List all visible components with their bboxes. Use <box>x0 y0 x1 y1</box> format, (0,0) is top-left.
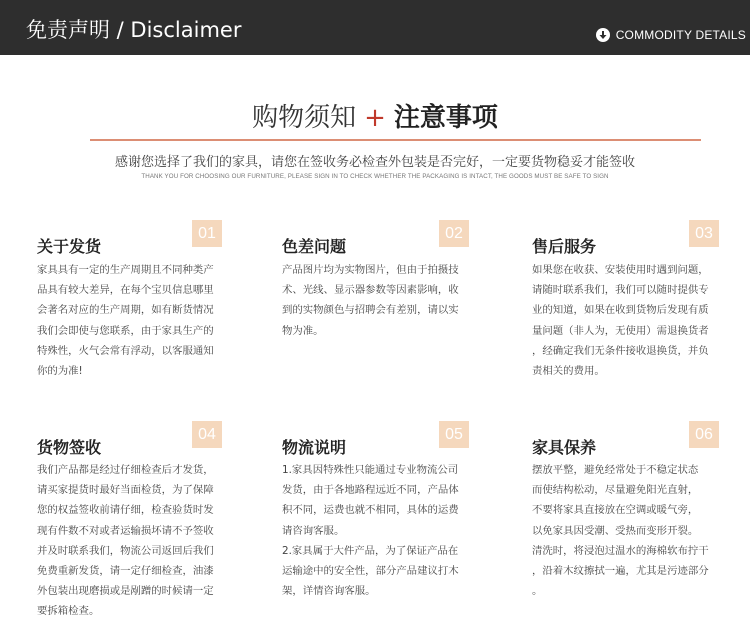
card-line: 请买家提货时最好当面检货，为了保障 <box>37 484 214 497</box>
card-body <box>282 460 459 601</box>
intro-text: 感谢您选择了我们的家具，请您在签收务必检查外包装是否完好，一定要货物稳妥才能签收 <box>114 155 635 170</box>
intro-text-english: THANK YOU FOR CHOOSING OUR FURNITURE, PLEASE SIGN IN TO CHECK WHETHER THE PACKAGING IS INTACT, THE GOODS MUST BE SAFE TO SIGN <box>141 173 609 180</box>
card-line: 运输途中的安全性，部分产品建议打木 <box>282 565 459 578</box>
commodity-details-label: COMMODITY DETAILS <box>615 28 746 42</box>
card-line: 架，详情咨询客服。 <box>282 585 376 598</box>
card-title: 货物签收 <box>37 438 102 457</box>
card-line: 我们产品都是经过仔细检查后才发货， <box>37 464 214 476</box>
card-line: 而使结构松动，尽量避免阳光直射， <box>532 484 699 497</box>
card-line: 品具有较大差异，在每个宝贝信息哪里 <box>37 284 214 297</box>
card-line: 外包装出现磨损或是剐蹭的时候请一定 <box>37 585 214 598</box>
page-title-part2: 注意事项 <box>393 103 498 133</box>
card-line: 请随时联系我们，我们可以随时提供专 <box>532 284 709 297</box>
card-title: 售后服务 <box>532 237 597 256</box>
card-line: 积不同，运费也就不相同，具体的运费 <box>282 504 459 517</box>
card-line: 摆放平整，避免经常处于不稳定状态 <box>532 464 699 476</box>
card-number-badge: 03 <box>689 220 719 247</box>
card-line: 特殊性，火气会常有浮动，以客服通知 <box>37 344 214 357</box>
page-title-part1: 购物须知 <box>252 103 357 133</box>
card-line: 家具具有一定的生产周期且不同种类产 <box>37 264 214 276</box>
card-line: 我们会即使与您联系，由于家具生产的 <box>37 324 214 337</box>
card-line: ，经确定我们无条件接收退换货，并负 <box>532 344 709 357</box>
card-number-badge: 04 <box>192 421 222 448</box>
arrow-down-circle-icon <box>596 28 610 42</box>
header-title: 免责声明 / Disclaimer <box>26 18 242 42</box>
card-line: 量问题（非人为，无使用）需退换货者 <box>532 324 709 337</box>
card-line: 不要将家具直接放在空调或暖气旁， <box>532 504 699 517</box>
card-body <box>532 460 709 601</box>
card-title: 家具保养 <box>532 438 597 457</box>
card-line: 如果您在收获、安装使用时遇到问题， <box>532 264 709 276</box>
card-line: ，沿着木纹擦拭一遍，尤其是污迹部分 <box>532 565 709 578</box>
card-line: 要拆箱检查。 <box>37 605 100 618</box>
card-number-badge: 05 <box>439 421 469 448</box>
card-line: 会著名对应的生产周期，如有断货情况 <box>37 304 214 317</box>
card-line: 并及时联系我们，物流公司返回后我们 <box>37 544 214 557</box>
commodity-details-link[interactable] <box>596 28 746 42</box>
title-divider <box>90 139 701 141</box>
card-line: 业的知道，如果在收到货物后发现有质 <box>532 304 709 317</box>
card-title: 物流说明 <box>282 438 347 457</box>
card-line: 术、光线、显示器参数等因素影响，收 <box>282 284 459 297</box>
card-number-badge: 02 <box>439 220 469 247</box>
card-body <box>37 260 214 381</box>
card-title: 关于发货 <box>37 237 102 256</box>
card-line: 到的实物颜色与招聘会有差别，请以实 <box>282 304 459 317</box>
card-number-badge: 01 <box>192 220 222 247</box>
card-line: 产品图片均为实物图片，但由于拍摄技 <box>282 264 459 276</box>
card-line: 清洗时，将浸泡过温水的海棉软布拧干 <box>532 544 709 557</box>
header-bar <box>0 0 750 55</box>
card-line: 物为准。 <box>282 324 324 337</box>
card-number-badge: 06 <box>689 421 719 448</box>
card-line: 1.家具因特殊性只能通过专业物流公司 <box>282 464 459 476</box>
card-line: 。 <box>532 585 543 598</box>
card-body <box>282 260 459 341</box>
page-title <box>0 97 750 134</box>
card-line: 责相关的费用。 <box>532 365 605 378</box>
card-line: 发货，由于各地路程远近不同，产品体 <box>282 484 459 497</box>
card-line: 2.家具属于大件产品，为了保证产品在 <box>282 544 459 557</box>
card-line: 以免家具因受潮、受热而变形开裂。 <box>532 524 699 537</box>
card-body <box>37 460 214 622</box>
card-body <box>532 260 709 381</box>
card-line: 你的为准! <box>37 365 83 378</box>
card-line: 现有件数不对或者运输损坏请不予签收 <box>37 524 214 537</box>
card-line: 请咨询客服。 <box>282 524 345 537</box>
card-line: 您的权益签收前请仔细，检查验货时发 <box>37 504 214 517</box>
page-title-plus: + <box>364 103 386 133</box>
card-line: 免费重新发货，请一定仔细检查，油漆 <box>37 565 214 578</box>
card-title: 色差问题 <box>282 237 347 256</box>
